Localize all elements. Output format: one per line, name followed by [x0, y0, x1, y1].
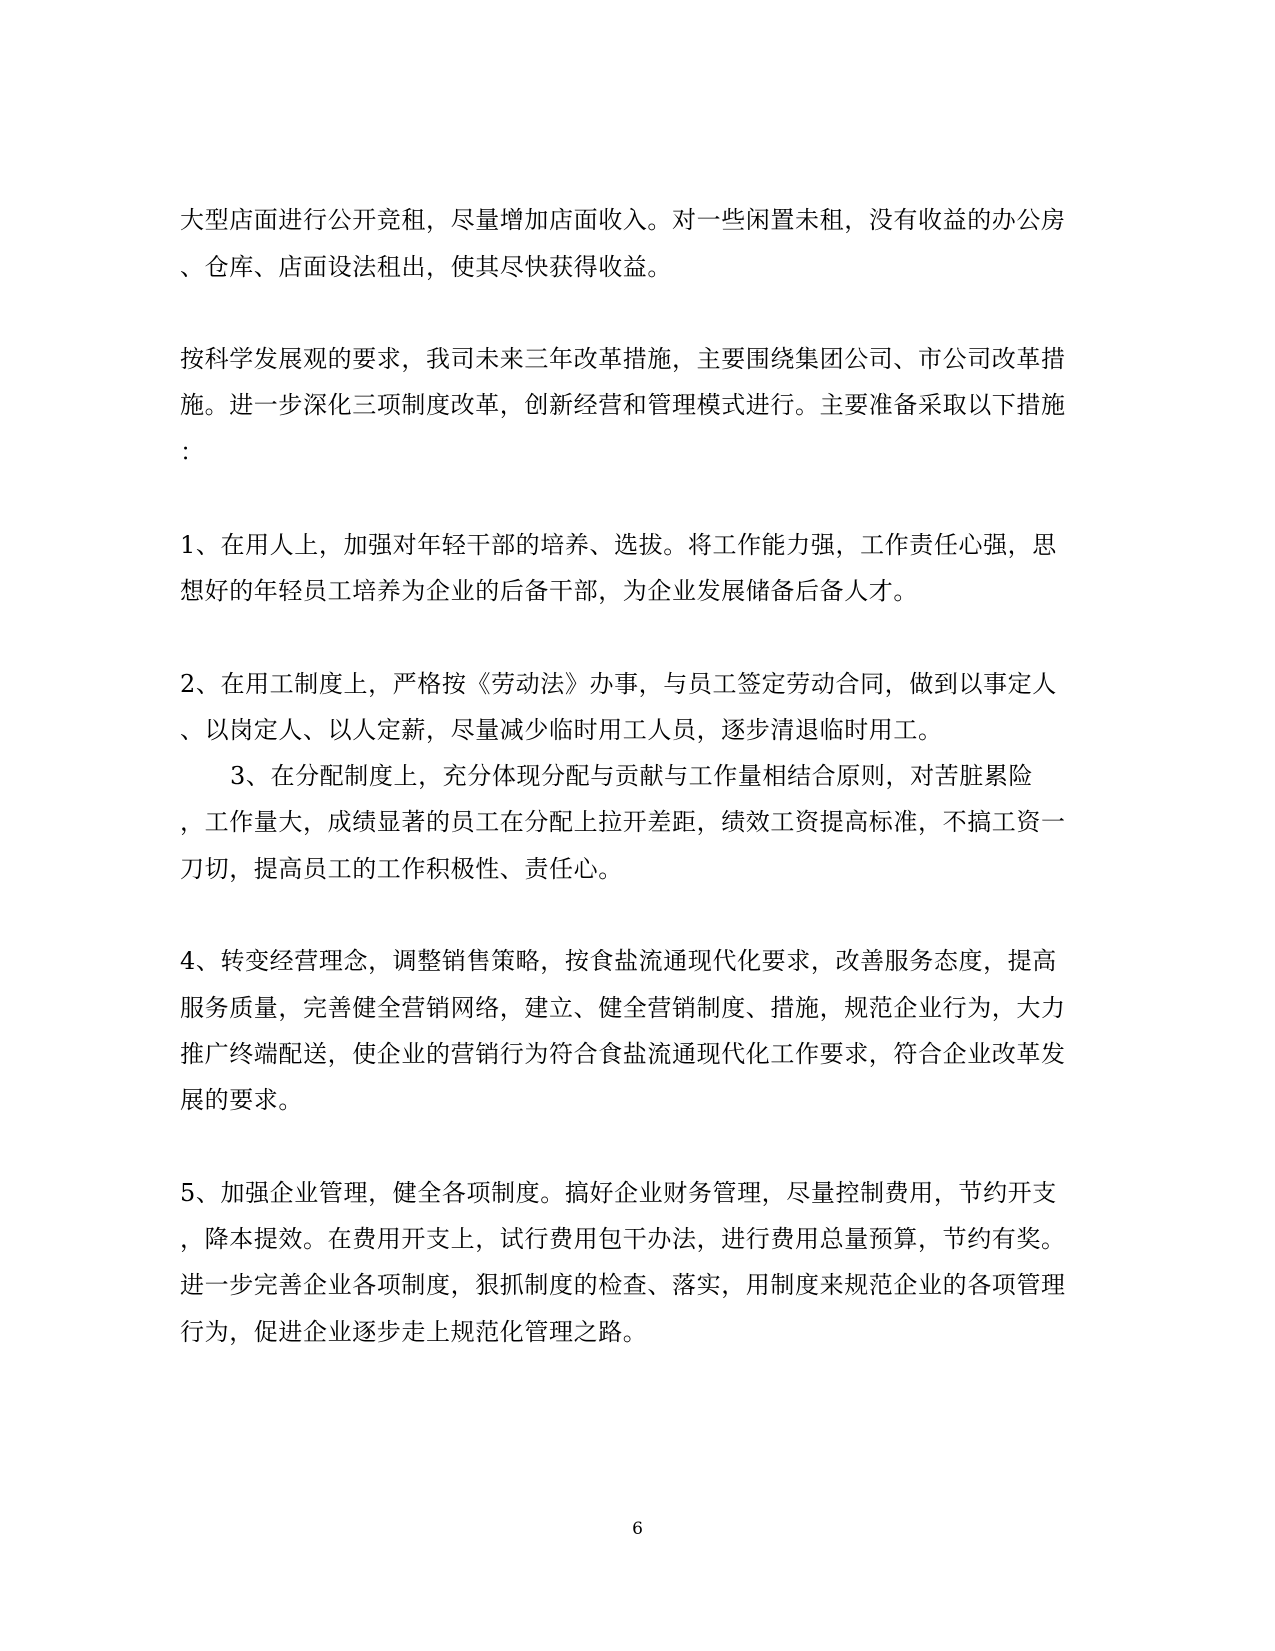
- text-line: 大型店面进行公开竞租，尽量增加店面收入。对一些闲置未租，没有收益的办公房: [180, 206, 1066, 234]
- text-line: 2、在用工制度上，严格按《劳动法》办事，与员工签定劳动合同，做到以事定人: [180, 670, 1057, 698]
- text-line: 行为，促进企业逐步走上规范化管理之路。: [180, 1318, 648, 1346]
- text-line: 刀切，提高员工的工作积极性、责任心。: [180, 855, 623, 883]
- text-line: 、仓库、店面设法租出，使其尽快获得收益。: [180, 253, 672, 281]
- text-line: 想好的年轻员工培养为企业的后备干部，为企业发展储备后备人才。: [180, 577, 918, 605]
- text-line: 推广终端配送，使企业的营销行为符合食盐流通现代化工作要求，符合企业改革发: [180, 1040, 1066, 1068]
- text-line: 展的要求。: [180, 1086, 303, 1114]
- text-line: 施。进一步深化三项制度改革，创新经营和管理模式进行。主要准备采取以下措施: [180, 391, 1066, 419]
- text-line: 4、转变经营理念，调整销售策略，按食盐流通现代化要求，改善服务态度，提高: [180, 947, 1057, 975]
- text-line: ：: [180, 438, 205, 466]
- text-line: 进一步完善企业各项制度，狠抓制度的检查、落实，用制度来规范企业的各项管理: [180, 1271, 1066, 1299]
- text-line: 5、加强企业管理，健全各项制度。搞好企业财务管理，尽量控制费用，节约开支: [180, 1179, 1057, 1207]
- page-number: 6: [632, 1519, 643, 1539]
- text-line: 、以岗定人、以人定薪，尽量减少临时用工人员，逐步清退临时用工。: [180, 716, 943, 744]
- text-line: ，工作量大，成绩显著的员工在分配上拉开差距，绩效工资提高标准，不搞工资一: [180, 808, 1066, 836]
- text-line: ，降本提效。在费用开支上，试行费用包干办法，进行费用总量预算，节约有奖。: [180, 1225, 1066, 1253]
- text-line: 服务质量，完善健全营销网络，建立、健全营销制度、措施，规范企业行为，大力: [180, 994, 1066, 1022]
- text-line: 3、在分配制度上，充分体现分配与贡献与工作量相结合原则，对苦脏累险: [230, 762, 1034, 790]
- text-line: 1、在用人上，加强对年轻干部的培养、选拔。将工作能力强，工作责任心强，思: [180, 531, 1057, 559]
- text-line: 按科学发展观的要求，我司未来三年改革措施，主要围绕集团公司、市公司改革措: [180, 345, 1066, 373]
